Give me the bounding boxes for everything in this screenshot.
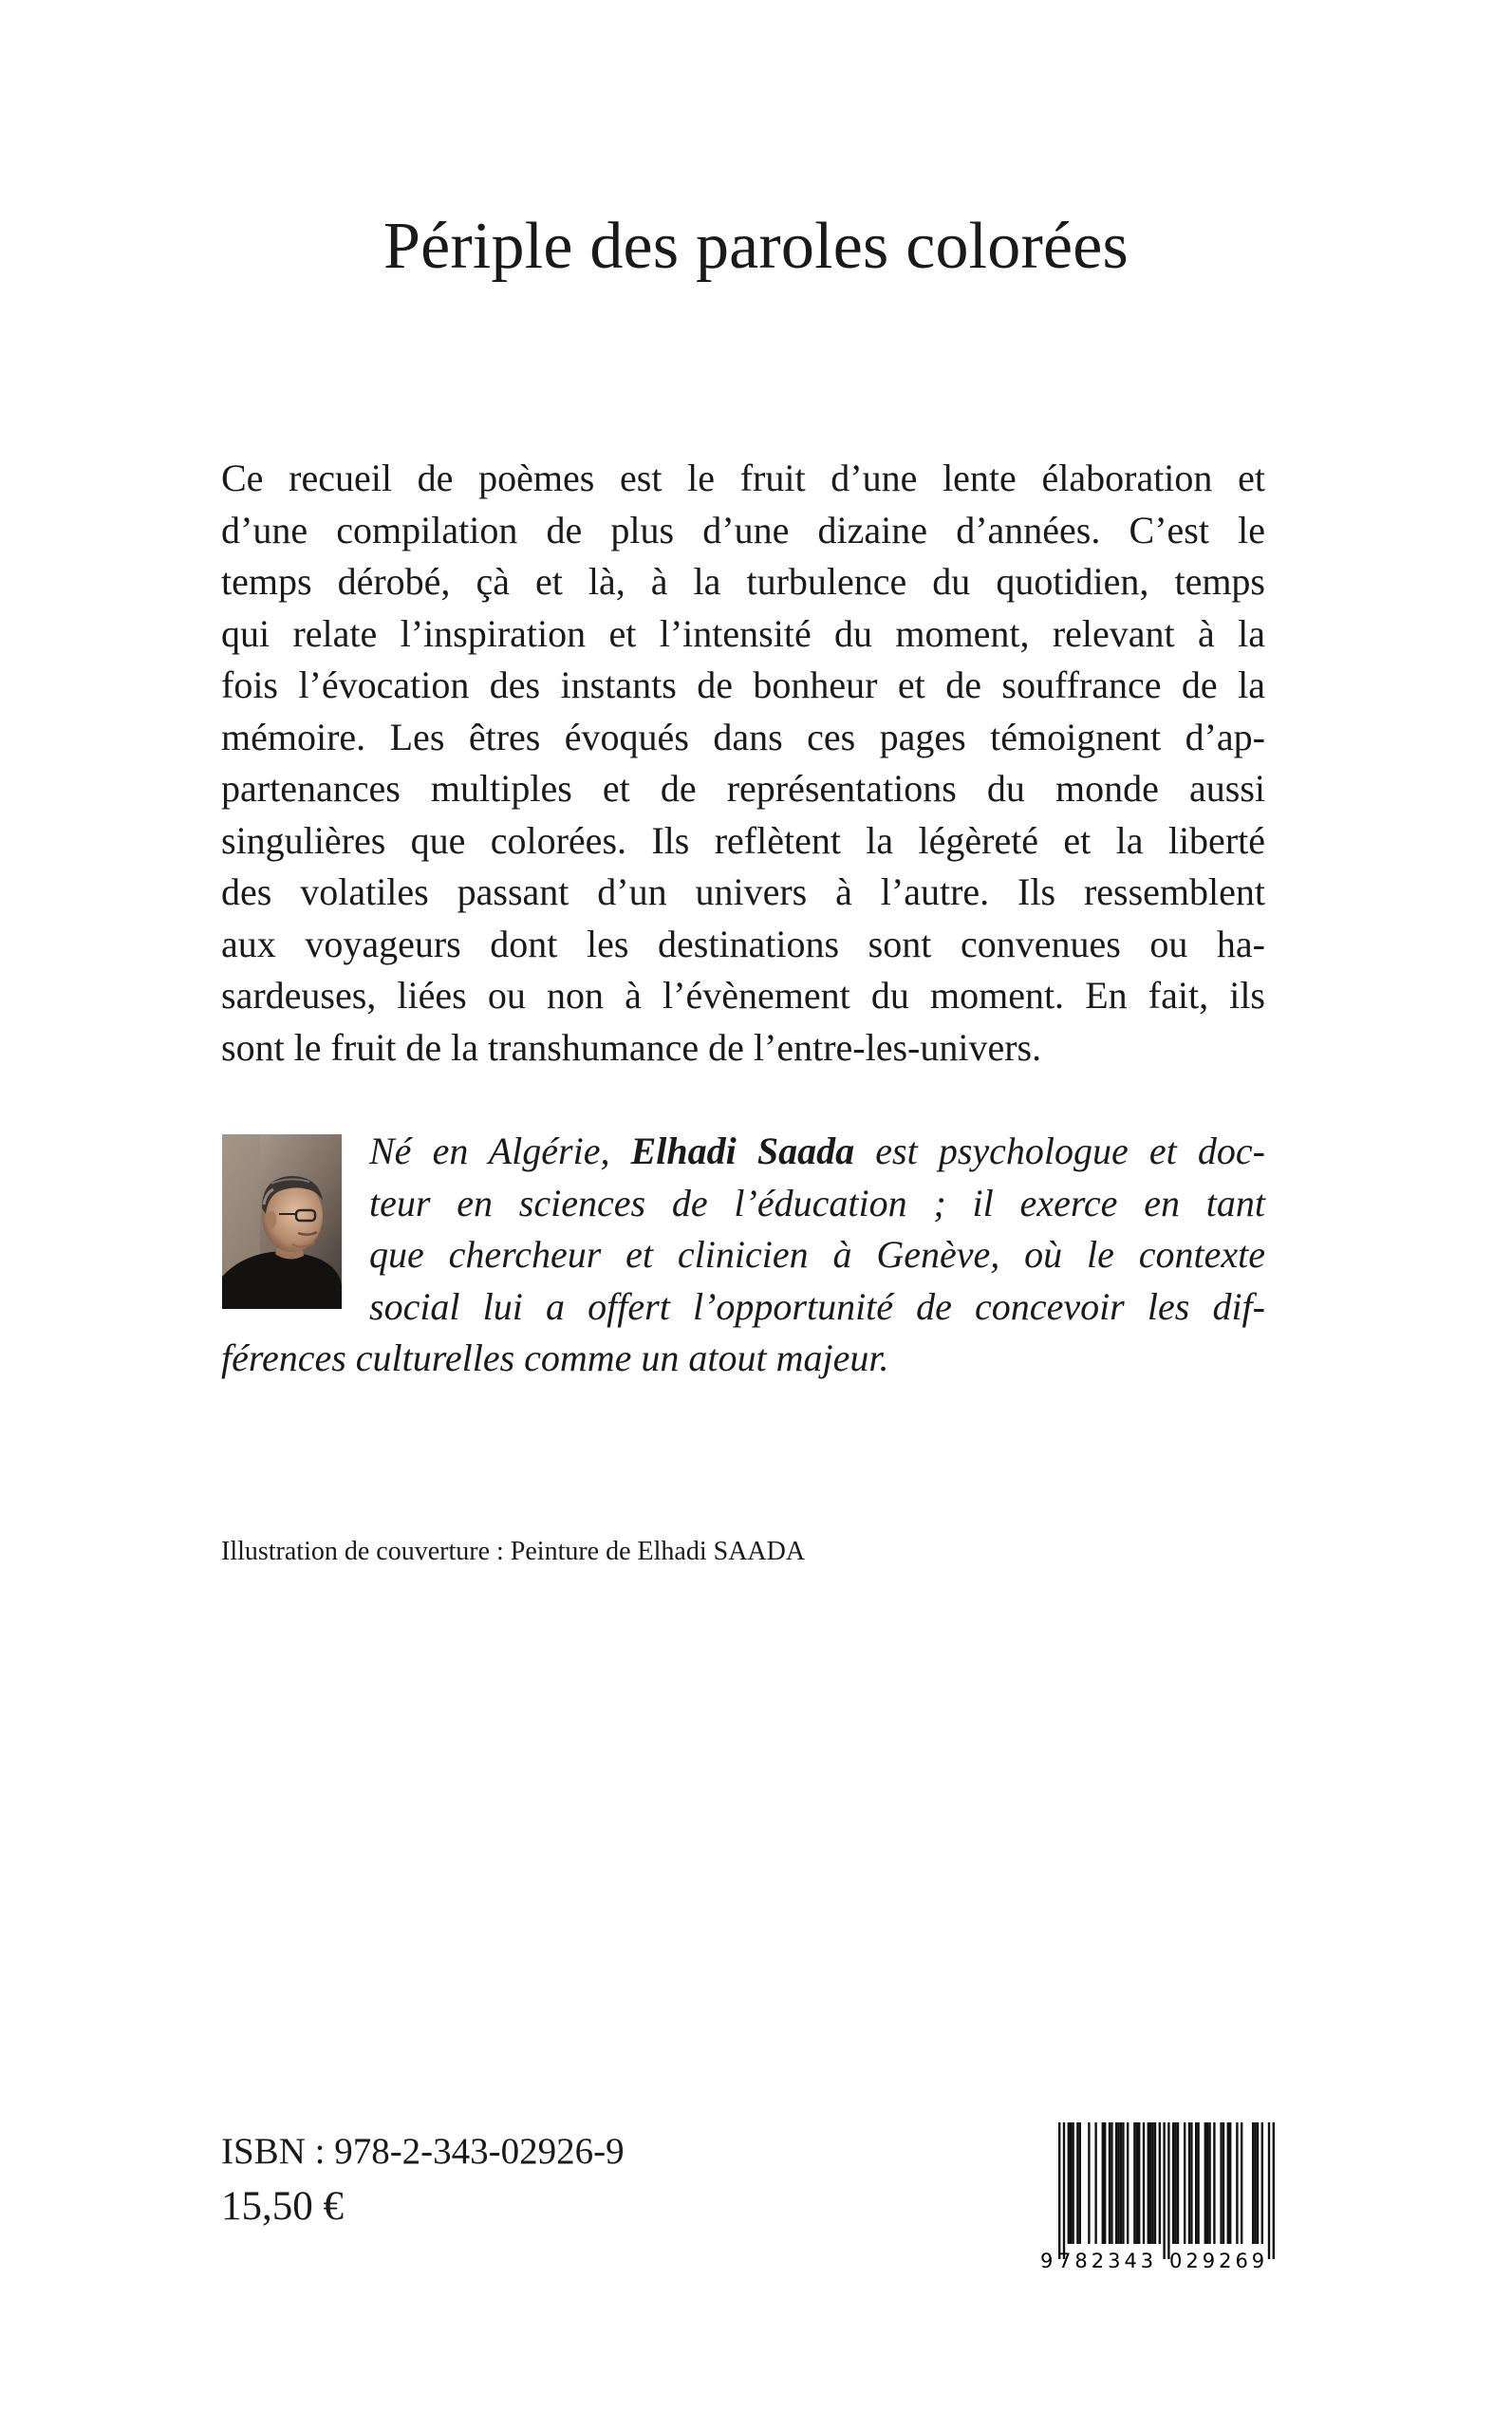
barcode-bar — [1190, 2122, 1192, 2244]
barcode-bar — [1063, 2122, 1065, 2259]
barcode-digit-group: 782343 — [1058, 2250, 1158, 2272]
barcode-graphic — [1036, 2120, 1292, 2272]
book-description — [221, 453, 1265, 1074]
barcode-bar — [1184, 2122, 1185, 2244]
author-name: Elhadi Saada — [630, 1130, 855, 1172]
barcode-bar — [1111, 2122, 1112, 2244]
barcode-bar — [1172, 2122, 1174, 2244]
price: 15,50 € — [221, 2184, 344, 2229]
barcode-bar — [1206, 2122, 1208, 2244]
author-bio — [221, 1126, 1265, 1385]
description-line: aux voyageurs dont les destinations sont convenues ou ha- — [221, 922, 1265, 965]
bio-line-prefix: Né en Algérie, — [369, 1130, 631, 1172]
barcode-bar — [1236, 2122, 1238, 2244]
description-line: mémoire. Les êtres évoqués dans ces pages témoignent d’ap- — [221, 715, 1265, 758]
barcode-bar — [1195, 2122, 1197, 2244]
description-line: partenances multiples et de représentations du monde aussi — [221, 767, 1265, 810]
barcode-bar — [1213, 2122, 1215, 2244]
barcode-bar — [1167, 2122, 1169, 2259]
description-line: sardeuses, liées ou non à l’évènement du moment. En fait, ils — [221, 974, 1265, 1017]
barcode-bar — [1151, 2122, 1153, 2244]
barcode-bar — [1273, 2122, 1275, 2259]
barcode-bar — [1070, 2122, 1072, 2244]
barcode-bar — [1227, 2122, 1229, 2244]
barcode-bar — [1149, 2122, 1151, 2244]
barcode-bar — [1159, 2122, 1161, 2244]
bio-line: férences culturelles comme un atout majeur. — [221, 1336, 889, 1379]
barcode-bar — [1197, 2122, 1199, 2244]
isbn: ISBN : 978-2-343-02926-9 — [221, 2131, 625, 2172]
barcode-bar — [1058, 2122, 1060, 2259]
barcode-bar — [1208, 2122, 1210, 2244]
barcode-bar — [1252, 2122, 1254, 2244]
barcode-bar — [1102, 2122, 1104, 2244]
description-line: sont le fruit de la transhumance de l’entre-les-univers. — [221, 1025, 1042, 1069]
barcode-bar — [1136, 2122, 1138, 2244]
description-line: fois l’évocation des instants de bonheur et de souffrance de la — [221, 663, 1265, 706]
bio-line: social lui a offert l’opportunité de concevoir les dif- — [369, 1284, 1265, 1328]
bio-line: que chercheur et clinicien à Genève, où le contexte — [369, 1233, 1265, 1276]
barcode-bar — [1094, 2122, 1096, 2244]
barcode-bar — [1127, 2122, 1129, 2244]
barcode-bar — [1223, 2122, 1224, 2244]
description-line: d’une compilation de plus d’une dizaine d’années. C’est le — [221, 508, 1265, 551]
bio-line-suffix: est psychologue et doc- — [854, 1130, 1265, 1172]
barcode-bar — [1241, 2122, 1242, 2244]
description-line: des volatiles passant d’un univers à l’autre. Ils ressemblent — [221, 870, 1265, 913]
barcode-bar — [1115, 2122, 1117, 2244]
barcode-bar — [1220, 2122, 1222, 2244]
barcode-bar — [1068, 2122, 1070, 2244]
barcode-bar — [1117, 2122, 1119, 2244]
barcode-bar — [1257, 2122, 1259, 2244]
barcode-bar — [1268, 2122, 1270, 2259]
barcode-bar — [1079, 2122, 1081, 2244]
description-line: qui relate l’inspiration et l’intensité du moment, relevant à la — [221, 611, 1265, 655]
book-title: Périple des paroles colorées — [383, 210, 1129, 283]
barcode-bar — [1188, 2122, 1190, 2244]
barcode-bar — [1072, 2122, 1073, 2244]
barcode-bar — [1163, 2122, 1165, 2259]
description-line: temps dérobé, çà et là, à la turbulence du quotidien, temps — [221, 560, 1265, 603]
barcode-bar — [1204, 2122, 1206, 2244]
bio-line: teur en sciences de l’éducation ; il exerce en tant — [369, 1181, 1265, 1224]
barcode-bar — [1143, 2122, 1145, 2244]
barcode-digit-group: 029269 — [1169, 2250, 1269, 2272]
barcode-bar — [1254, 2122, 1256, 2244]
barcode-bar — [1154, 2122, 1156, 2244]
barcode-bar — [1109, 2122, 1111, 2244]
barcode-bar — [1104, 2122, 1106, 2244]
barcode — [1036, 2120, 1292, 2272]
barcode-bar — [1148, 2122, 1149, 2244]
barcode-bar — [1177, 2122, 1179, 2244]
barcode-bar — [1088, 2122, 1090, 2244]
barcode-bar — [1133, 2122, 1135, 2244]
bio-line — [221, 1126, 1265, 1178]
barcode-bar — [1122, 2122, 1124, 2244]
barcode-bar — [1174, 2122, 1176, 2244]
barcode-bar — [1229, 2122, 1231, 2244]
barcode-bar — [1138, 2122, 1140, 2244]
barcode-digit-group: 9 — [1040, 2250, 1054, 2272]
description-line: Ce recueil de poèmes est le fruit d’une lente élaboration et — [221, 457, 1265, 499]
cover-illustration-credit: Illustration de couverture : Peinture de Elhadi SAADA — [221, 1537, 806, 1566]
barcode-bar — [1120, 2122, 1122, 2244]
description-line: singulières que colorées. Ils reflètent la légèreté et la liberté — [221, 818, 1265, 862]
barcode-bar — [1261, 2122, 1263, 2244]
barcode-bar — [1076, 2122, 1078, 2244]
